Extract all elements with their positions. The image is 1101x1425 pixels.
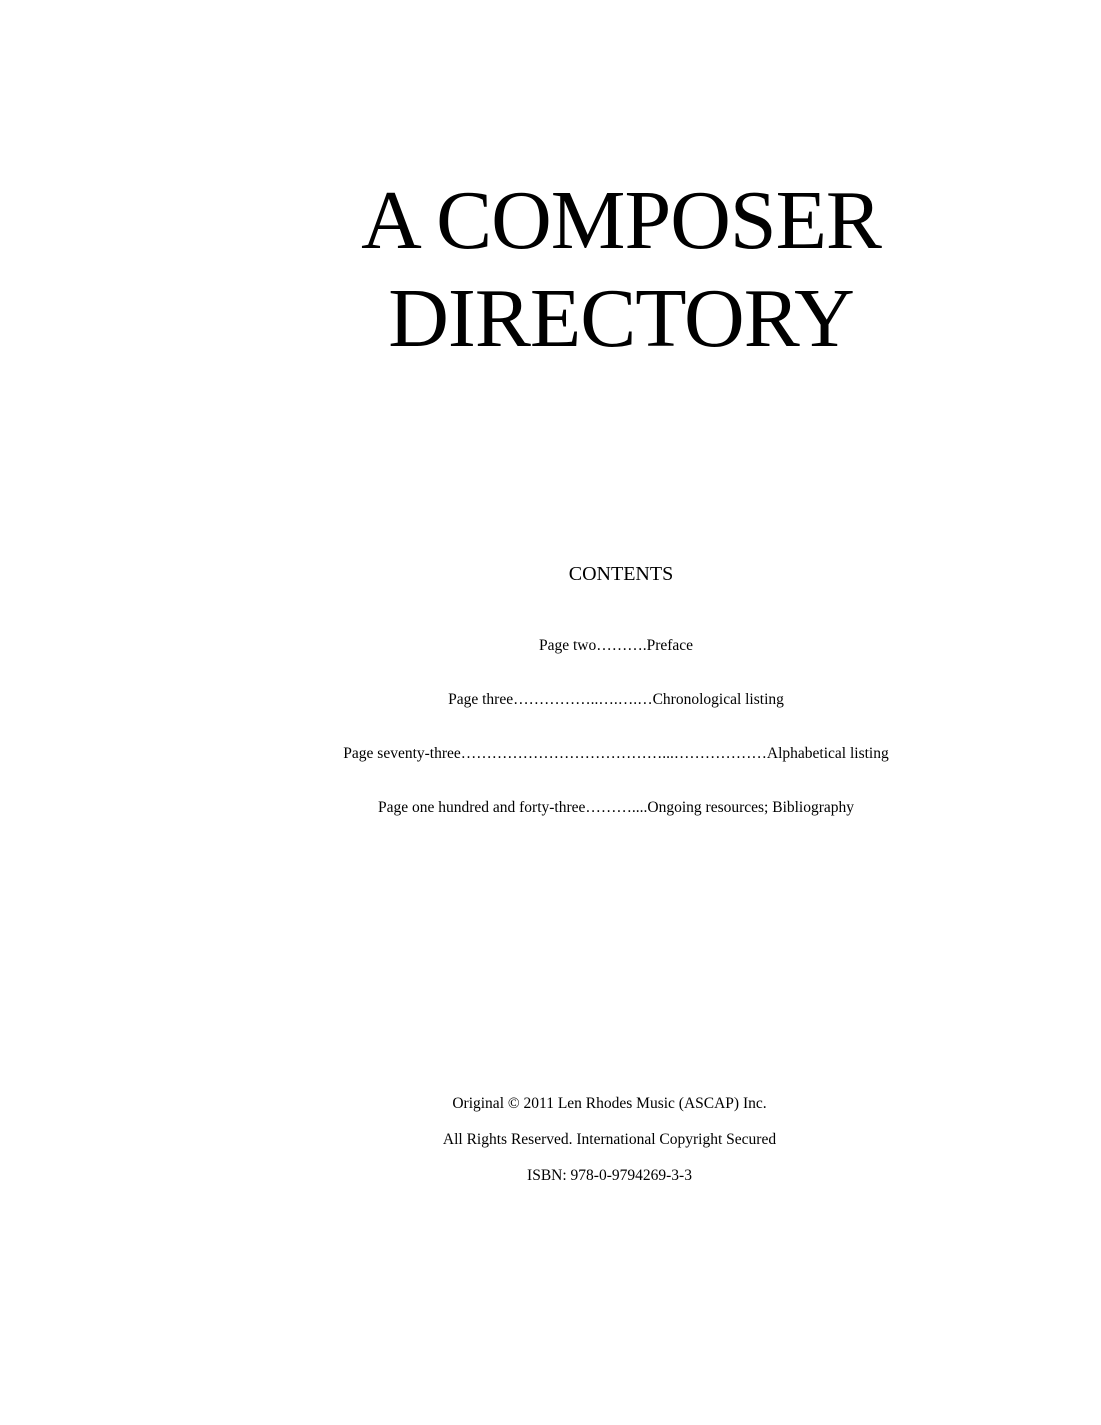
toc-entry-alphabetical-listing: Page seventy-three…………………………………...………………Alphabetical listing [343,745,889,762]
isbn-line: ISBN: 978-0-9794269-3-3 [527,1167,692,1184]
rights-line: All Rights Reserved. International Copyright Secured [442,1131,777,1148]
copyright-line: Original © 2011 Len Rhodes Music (ASCAP) Inc. [452,1095,767,1112]
document-title [0,172,1101,368]
title-line-1: A COMPOSER [361,174,881,267]
copyright-footer [0,1094,1101,1202]
contents-heading: CONTENTS [568,563,674,585]
toc-entry-resources-bibliography: Page one hundred and forty-three………....Ongoing resources; Bibliography [377,799,855,816]
toc-entry-preface: Page two……….Preface [538,637,694,654]
table-of-contents [0,636,1101,852]
title-line-2: DIRECTORY [388,272,854,365]
toc-entry-chronological-listing: Page three……………..….….…Chronological listing [448,691,784,708]
